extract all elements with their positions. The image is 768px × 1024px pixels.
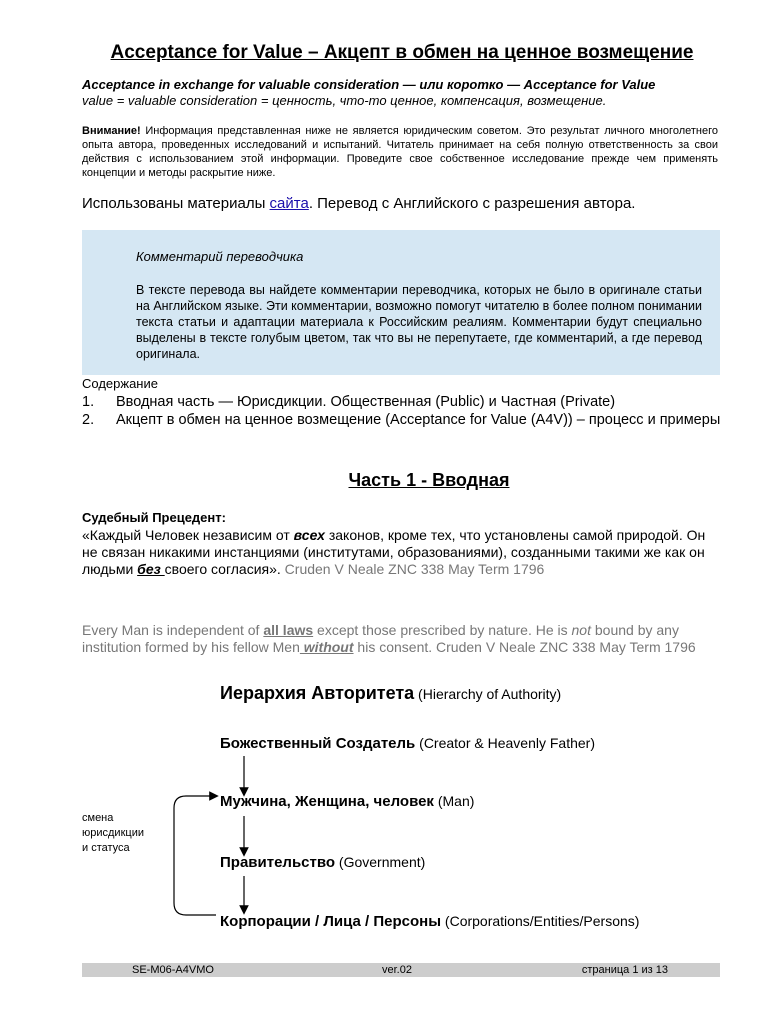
- quote-emphasis: all laws: [263, 622, 314, 638]
- footer-doc-id: SE-M06-A4VMO: [132, 964, 214, 976]
- quote-citation: Cruden V Neale ZNC 338 May Term 1796: [280, 561, 545, 577]
- level-label-en: (Government): [335, 854, 426, 870]
- quote-emphasis: всех: [293, 527, 325, 543]
- page-footer: [82, 963, 720, 977]
- toc-item-number: 2.: [82, 412, 95, 428]
- footer-page-number: страница 1 из 13: [581, 964, 668, 976]
- quote-text: Every Man is independent of: [82, 622, 264, 638]
- precedent-heading: Судебный Прецедент:: [82, 510, 226, 525]
- level-label-ru: Божественный Создатель: [220, 735, 416, 752]
- quote-text: своего согласия».: [164, 561, 281, 577]
- translator-comment-title: Комментарий переводчика: [136, 249, 304, 264]
- toc-item-text: Акцепт в обмен на ценное возмещение (Acceptance for Value (A4V)) – процесс и примеры: [116, 412, 721, 428]
- toc-item-text: Вводная часть — Юрисдикции. Общественная (Public) и Частная (Private): [116, 394, 616, 410]
- return-arrow: [174, 796, 216, 915]
- toc-title: Содержание: [82, 376, 158, 391]
- quote-text: «Каждый Человек независим от: [82, 527, 294, 543]
- level-label-en: (Creator & Heavenly Father): [415, 735, 595, 751]
- level-label-ru: Корпорации / Лица / Персоны: [220, 913, 442, 930]
- subtitle-line-2: value = valuable consideration = ценность, что-то ценное, компенсация, возмещение.: [82, 93, 607, 108]
- side-label-line: юрисдикции: [82, 827, 144, 839]
- source-before: Использованы материалы: [82, 195, 270, 212]
- source-link[interactable]: сайта: [269, 195, 309, 212]
- level-label-ru: Мужчина, Женщина, человек: [220, 793, 434, 810]
- disclaimer-text: Информация представленная ниже не является юридическим советом. Это результат личного многолетнего опыта автора, проведенных исследований и испытаний. Читатель принимает на себя полную ответственность за свои действия с использованием этой информации. Проведите свое собственное исследование прежде чем применять концепции и методы раскрытие ниже.: [82, 125, 718, 179]
- level-label-en: (Corporations/Entities/Persons): [441, 913, 640, 929]
- toc-item-number: 1.: [82, 394, 95, 410]
- quote-emphasis: without: [299, 639, 354, 655]
- source-after: . Перевод с Английского с разрешения автора.: [308, 195, 636, 212]
- quote-emphasis: not: [571, 622, 591, 638]
- part1-heading: Часть 1 - Вводная: [348, 470, 510, 490]
- quote-text: except those prescribed by nature. He is: [313, 622, 572, 638]
- quote-text: законов, кроме тех, что установлены самой природой. Он не связан никакими инстанциями (институтами, образованиями), созданными такими же как он людьми: [82, 527, 706, 577]
- level-label-ru: Правительство: [220, 854, 336, 871]
- disclaimer-label: Внимание!: [82, 125, 141, 137]
- footer-version: ver.02: [382, 964, 412, 976]
- quote-text: his consent. Cruden V Neale ZNC 338 May Term 1796: [353, 639, 696, 655]
- level-label-en: (Man): [433, 793, 475, 809]
- side-label-line: смена: [82, 812, 114, 824]
- quote-text: bound by any institution formed by his fellow Men: [82, 622, 679, 655]
- hierarchy-title-en: (Hierarchy of Authority): [414, 686, 562, 702]
- quote-emphasis: без: [137, 561, 165, 577]
- hierarchy-title-ru: Иерархия Авторитета: [220, 683, 415, 703]
- page-title: Acceptance for Value – Акцепт в обмен на ценное возмещение: [110, 42, 694, 63]
- side-label-line: и статуса: [82, 842, 130, 854]
- translator-comment-text: В тексте перевода вы найдете комментарии переводчика, которых не было в оригинале статьи на Английском языке. Эти комментарии, возможно помогут читателю в более полном понимании текста статьи и адаптации материала к Российским реалиям. Комментарии будут специально выделены в тексте голубым цветом, так что вы не перепутаете, где комментарий, а где перевод оригинала.: [136, 283, 702, 361]
- subtitle-line-1: Acceptance in exchange for valuable consideration — или коротко — Acceptance for Value: [82, 77, 656, 92]
